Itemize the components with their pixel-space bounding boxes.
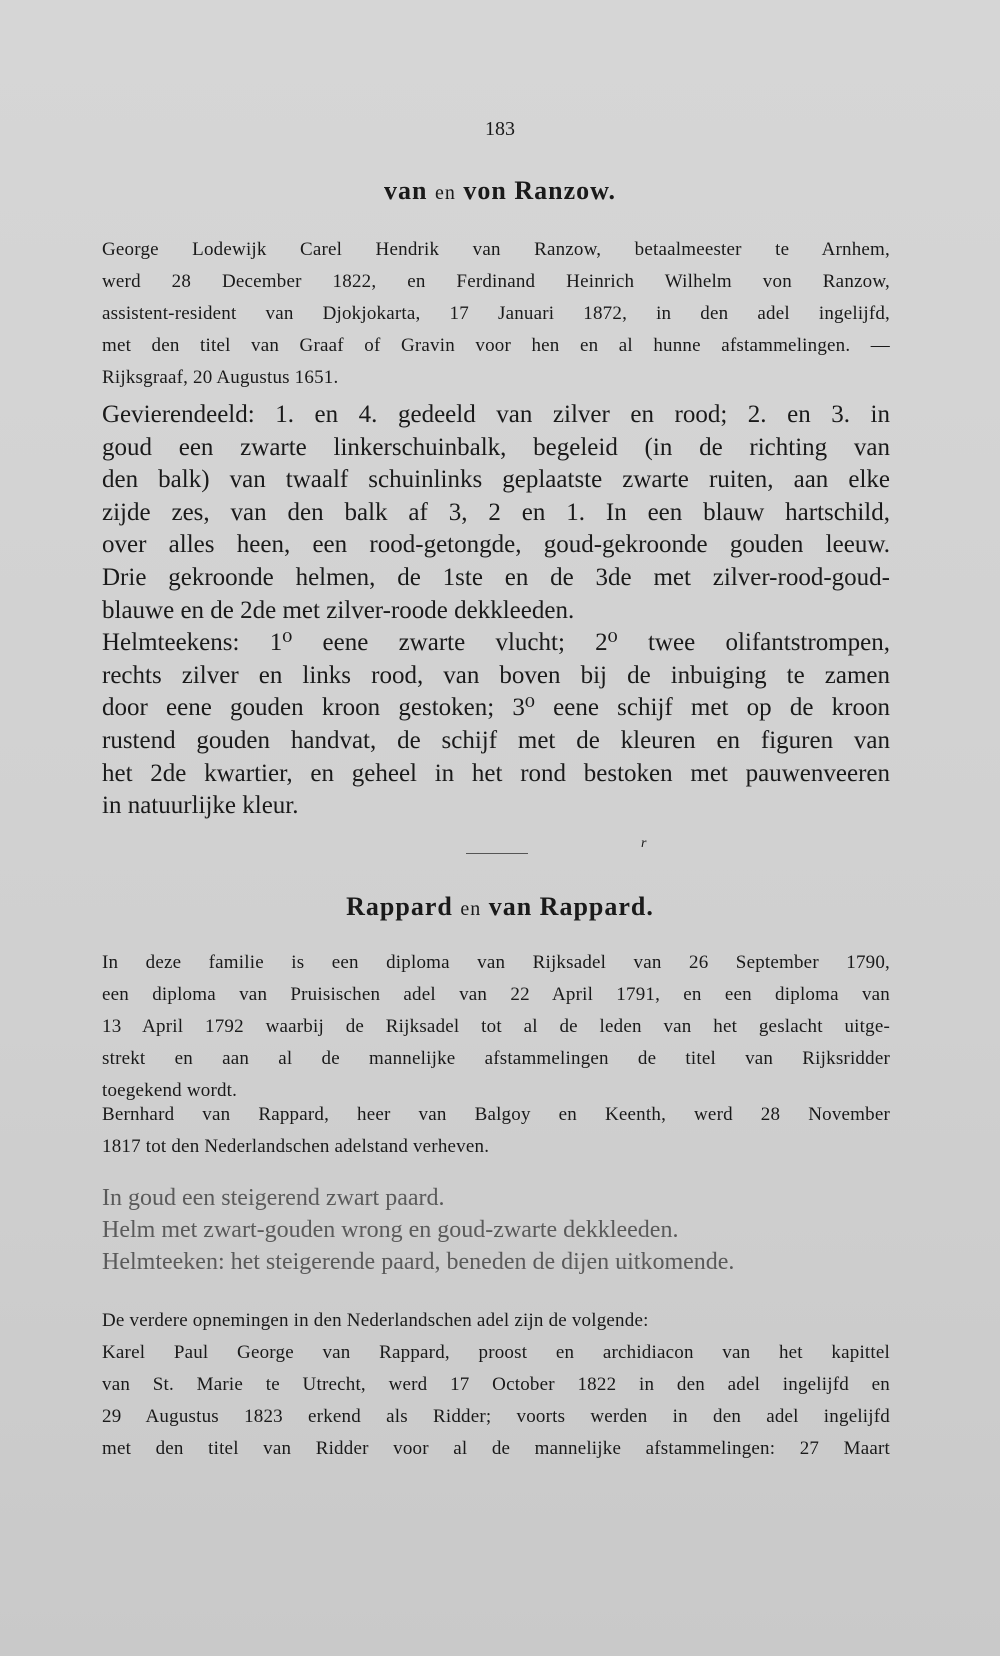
text-line: met den titel van Graaf of Gravin voor hen en al hunne afstammelingen. — bbox=[102, 335, 890, 356]
page-number: 183 bbox=[485, 118, 515, 140]
text-line: rechts zilver en links rood, van boven bij de inbuiging te zamen bbox=[102, 661, 890, 689]
rappard-blazon bbox=[102, 1182, 890, 1278]
text-line: 1817 tot den Nederlandschen adelstand verheven. bbox=[102, 1136, 490, 1157]
text-line: Karel Paul George van Rappard, proost en archidiacon van het kapittel bbox=[102, 1342, 890, 1363]
title-word-rappard: Rappard bbox=[346, 892, 453, 921]
text-line: Helmteekens: 1⁰ eene zwarte vlucht; 2⁰ twee olifantstrompen, bbox=[102, 629, 890, 657]
text-line: zijde zes, van den balk af 3, 2 en 1. In een blauw hartschild, bbox=[102, 498, 890, 526]
text-line: Drie gekroonde helmen, de 1ste en de 3de met zilver-rood-goud- bbox=[102, 563, 890, 591]
text-line: over alles heen, een rood-getongde, goud-gekroonde gouden leeuw. bbox=[102, 531, 890, 559]
text-line: Rijksgraaf, 20 Augustus 1651. bbox=[102, 367, 339, 388]
text-line: den balk) van twaalf schuinlinks geplaatste zwarte ruiten, aan elke bbox=[102, 466, 890, 494]
text-line: assistent-resident van Djokjokarta, 17 Januari 1872, in den adel ingelijfd, bbox=[102, 303, 890, 324]
title-word-von-ranzow: von Ranzow. bbox=[463, 176, 616, 205]
stray-mark: r bbox=[641, 836, 647, 851]
title-word-van-rappard: van Rappard. bbox=[488, 892, 654, 921]
text-line: een diploma van Pruisischen adel van 22 April 1791, en een diploma van bbox=[102, 984, 890, 1005]
text-line: strekt en aan al de mannelijke afstammelingen de titel van Rijksridder bbox=[102, 1048, 890, 1069]
text-line: Gevierendeeld: 1. en 4. gedeeld van zilver en rood; 2. en 3. in bbox=[102, 401, 890, 428]
text-line: 13 April 1792 waarbij de Rijksadel tot al de leden van het geslacht uitge- bbox=[102, 1016, 890, 1037]
ranzow-blazon bbox=[102, 399, 890, 823]
text-line: rustend gouden handvat, de schijf met de kleuren en figuren van bbox=[102, 726, 890, 754]
text-line: In goud een steigerend zwart paard. bbox=[102, 1185, 445, 1211]
title-word-en: en bbox=[435, 182, 456, 204]
rappard-intro-paragraph bbox=[102, 947, 890, 1107]
text-line: met den titel van Ridder voor al de mannelijke afstammelingen: 27 Maart bbox=[102, 1438, 890, 1459]
text-line: George Lodewijk Carel Hendrik van Ranzow, betaalmeester te Arnhem, bbox=[102, 239, 890, 260]
text-line: In deze familie is een diploma van Rijksadel van 26 September 1790, bbox=[102, 952, 890, 973]
later-admissions-paragraph bbox=[102, 1305, 890, 1465]
text-line: De verdere opnemingen in den Nederlandschen adel zijn de volgende: bbox=[102, 1310, 649, 1331]
text-line: Bernhard van Rappard, heer van Balgoy en Keenth, werd 28 November bbox=[102, 1104, 890, 1125]
section-divider bbox=[466, 853, 528, 854]
text-line: van St. Marie te Utrecht, werd 17 October 1822 in den adel ingelijfd en bbox=[102, 1374, 890, 1395]
text-line: goud een zwarte linkerschuinbalk, begeleid (in de richting van bbox=[102, 433, 890, 461]
text-line: het 2de kwartier, en geheel in het rond bestoken met pauwenveeren bbox=[102, 759, 890, 787]
text-line: blauwe en de 2de met zilver-roode dekkleeden. bbox=[102, 596, 575, 624]
text-line: Helmteeken: het steigerende paard, beneden de dijen uitkomende. bbox=[102, 1249, 735, 1275]
text-line: door eene gouden kroon gestoken; 3⁰ eene schijf met op de kroon bbox=[102, 694, 890, 722]
text-line: in natuurlijke kleur. bbox=[102, 792, 299, 820]
ranzow-intro-paragraph bbox=[102, 234, 890, 394]
text-line: 29 Augustus 1823 erkend als Ridder; voorts werden in den adel ingelijfd bbox=[102, 1406, 890, 1427]
text-line: werd 28 December 1822, en Ferdinand Heinrich Wilhelm von Ranzow, bbox=[102, 271, 890, 292]
section-title-ranzow bbox=[0, 176, 1000, 206]
bernhard-paragraph bbox=[102, 1099, 890, 1163]
title-word-van: van bbox=[384, 176, 428, 205]
text-line: toegekend wordt. bbox=[102, 1080, 238, 1101]
text-line: Helm met zwart-gouden wrong en goud-zwarte dekkleeden. bbox=[102, 1217, 679, 1243]
section-title-rappard bbox=[0, 892, 1000, 922]
title-word-en: en bbox=[460, 898, 482, 920]
